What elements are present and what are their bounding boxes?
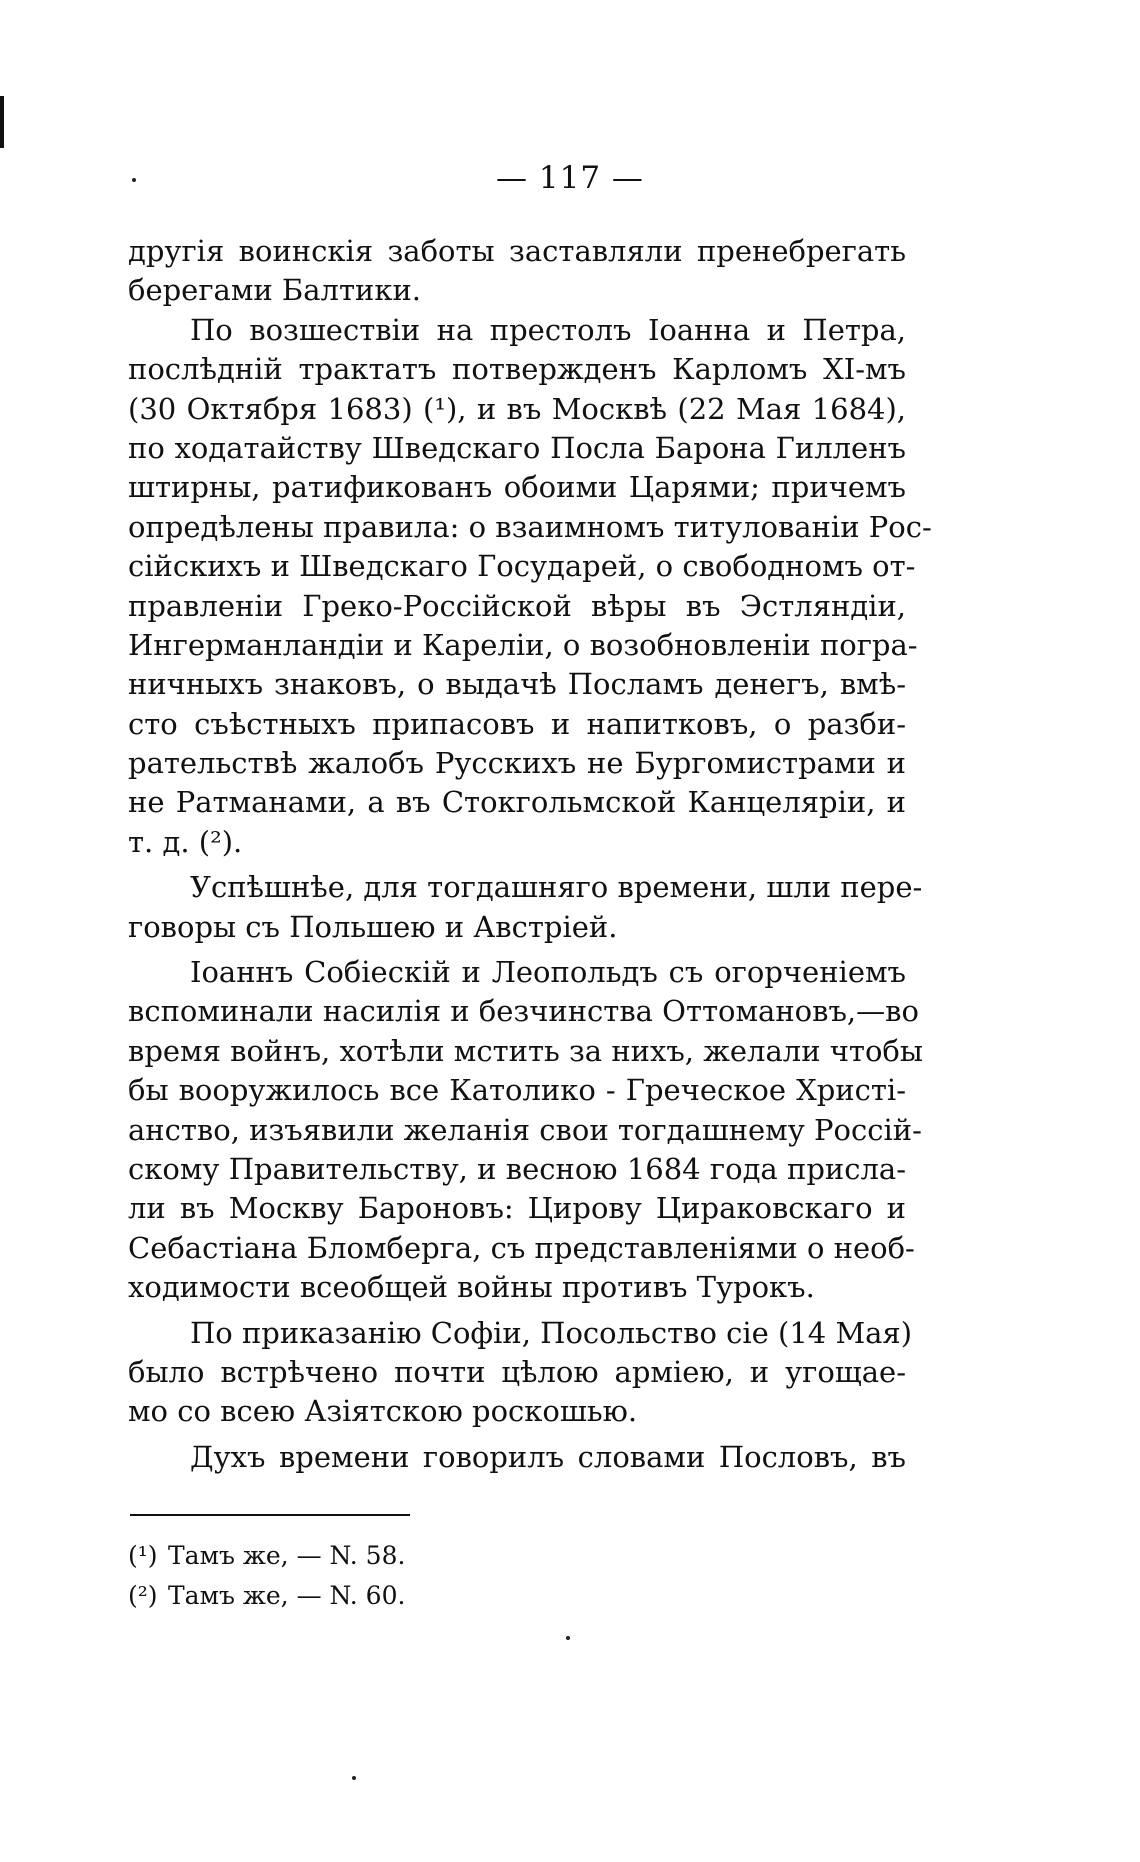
print-speck — [132, 178, 136, 182]
footnote-text: Тамъ же, — N. 58. — [168, 1541, 406, 1570]
text-line: анство, изъявили желанія свои тогдашнему Россій- — [128, 1112, 922, 1147]
text-line: мо со всею Азіятскою роскошью. — [128, 1394, 638, 1429]
text-line: Духъ времени говорилъ словами Пословъ, въ — [190, 1439, 906, 1474]
text-line: Успѣшнѣе, для тогдашняго времени, шли пере- — [190, 870, 923, 905]
text-line: опредѣлены правила: о взаимномъ титулованіи Рос- — [128, 509, 932, 544]
text-line: Ингерманландіи и Кареліи, о возобновленіи погра- — [128, 627, 918, 662]
text-line: сійскихъ и Шведскаго Государей, о свободномъ от- — [128, 549, 916, 584]
print-speck — [352, 1776, 356, 1780]
text-line: рательствѣ жалобъ Русскихъ не Бургомистрами и — [128, 746, 906, 781]
footnote-item — [128, 1536, 728, 1576]
text-line: т. д. (²). — [128, 824, 243, 859]
text-line: время войнъ, хотѣли мстить за нихъ, желали чтобы — [128, 1033, 923, 1068]
text-line: Себастіана Бломберга, съ представленіями о необ- — [128, 1230, 915, 1265]
footnote-marker: (²) — [128, 1581, 158, 1610]
text-line: было встрѣчено почти цѣлою арміею, и угощае- — [128, 1354, 906, 1389]
text-line: По приказанію Софіи, Посольство сіе (14 Мая) — [190, 1315, 913, 1350]
text-line: не Ратманами, а въ Стокгольмской Канцеляріи, и — [128, 785, 906, 820]
footnotes — [128, 1536, 728, 1616]
print-speck — [566, 1636, 570, 1640]
footnote-marker: (¹) — [128, 1541, 158, 1570]
text-line: ли въ Москву Бароновъ: Цирову Цираковскаго и — [128, 1191, 906, 1226]
page-edge-mark — [0, 96, 4, 148]
text-line: Іоаннъ Собіескій и Леопольдъ съ огорченіемъ — [190, 955, 906, 990]
body-text — [128, 232, 932, 1477]
text-line: правленіи Греко-Россійской вѣры въ Эстляндіи, — [128, 588, 906, 623]
text-line: По возшествіи на престолъ Іоанна и Петра, — [190, 312, 906, 347]
text-line: скому Правительству, и весною 1684 года присла- — [128, 1151, 906, 1186]
footnote-text: Тамъ же, — N. 60. — [168, 1581, 406, 1610]
text-line: штирны, ратификованъ обоими Царями; причемъ — [128, 470, 906, 505]
text-line: бы вооружилось все Католико - Греческое Христі- — [128, 1073, 906, 1108]
footnote-divider — [130, 1514, 410, 1516]
text-line: (30 Октября 1683) (¹), и въ Москвѣ (22 Мая 1684), — [128, 391, 906, 426]
text-line: ничныхъ знаковъ, о выдачѣ Посламъ денегъ, вмѣ- — [128, 667, 906, 702]
text-line: сто съѣстныхъ припасовъ и напитковъ, о разби- — [128, 706, 906, 741]
page-number: — 117 — — [496, 160, 644, 196]
text-line: вспоминали насилія и безчинства Оттомановъ,—во — [128, 994, 919, 1029]
text-line: по ходатайству Шведскаго Посла Барона Гилленъ — [128, 430, 906, 465]
text-line: говоры съ Польшею и Австріей. — [128, 909, 618, 944]
text-line: ходимости всеобщей войны противъ Турокъ. — [128, 1270, 815, 1305]
text-line: другія воинскія заботы заставляли пренебрегать — [128, 234, 906, 268]
text-line: берегами Балтики. — [128, 273, 422, 308]
footnote-item — [128, 1576, 728, 1616]
text-line: послѣдній трактатъ потвержденъ Карломъ XI-мъ — [128, 352, 906, 387]
